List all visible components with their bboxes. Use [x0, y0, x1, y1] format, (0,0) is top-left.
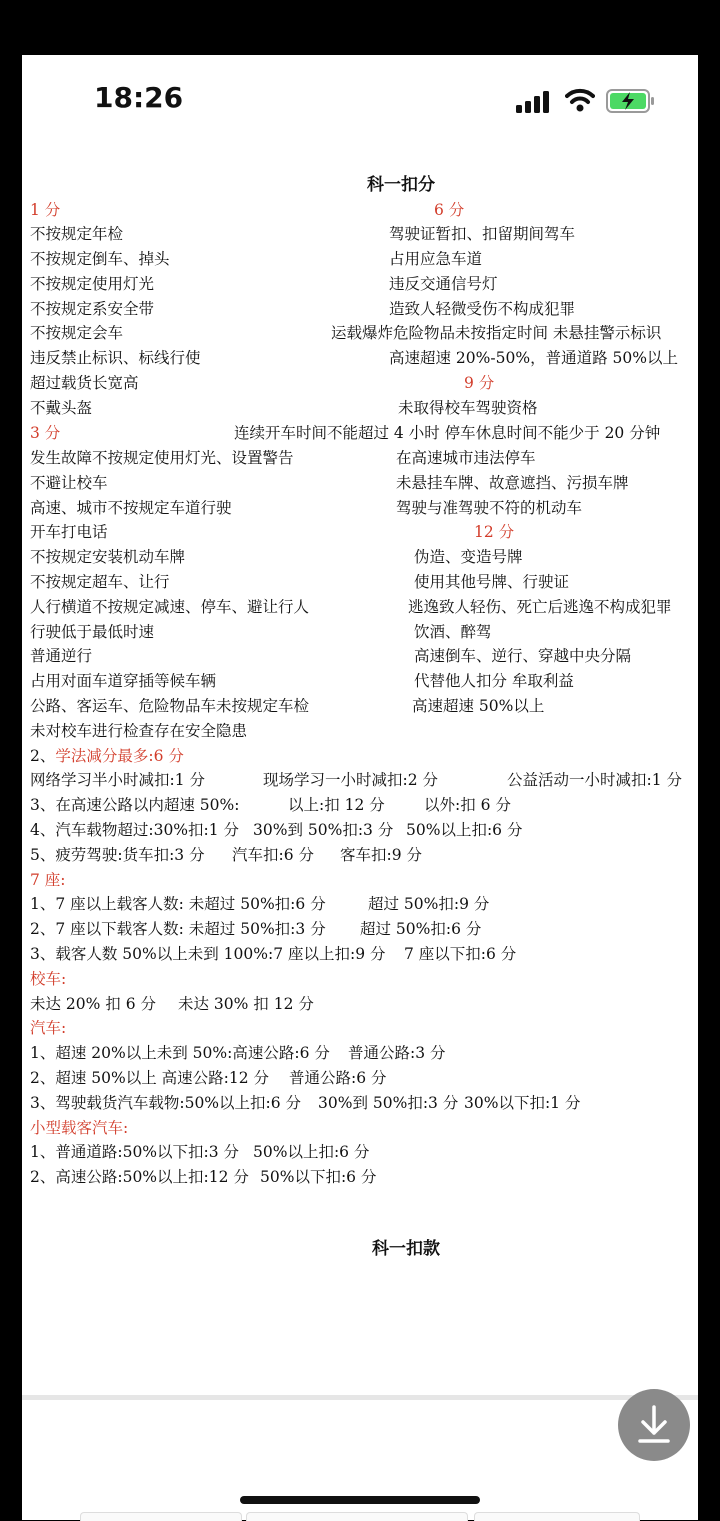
- list-item: 普通公路:6 分: [289, 1069, 387, 1087]
- list-item: 造致人轻微受伤不构成犯罪: [389, 300, 576, 318]
- list-item: 50%以上扣:6 分: [406, 821, 523, 839]
- list-item: 以上:扣 12 分: [288, 796, 385, 814]
- doc-title-penalty-points: 科一扣分: [367, 175, 435, 195]
- heading-1-point: 1 分: [30, 201, 61, 219]
- list-item: 开车打电话: [30, 523, 108, 541]
- list-item: 运载爆炸危险物品未按指定时间 未悬挂警示标识: [331, 324, 662, 342]
- phone-screen: [22, 55, 698, 1520]
- list-item: 3、驾驶载货汽车载物:50%以上扣:6 分: [30, 1094, 302, 1112]
- list-item: 饮酒、醉驾: [414, 623, 492, 641]
- list-item: 网络学习半小时减扣:1 分: [30, 771, 206, 789]
- list-item: 汽车扣:6 分: [232, 846, 315, 864]
- list-item: 普通公路:3 分: [348, 1044, 446, 1062]
- list-item: 高速、城市不按规定车道行驶: [30, 499, 232, 517]
- list-item: 逃逸致人轻伤、死亡后逃逸不构成犯罪: [408, 598, 672, 616]
- list-item: 高速倒车、逆行、穿越中央分隔: [414, 647, 632, 665]
- heading-small-passenger-car: 小型载客汽车:: [30, 1119, 129, 1137]
- heading-school-bus: 校车:: [30, 970, 67, 988]
- list-item: 使用其他号牌、行驶证: [414, 573, 570, 591]
- list-item: 人行横道不按规定减速、停车、避让行人: [30, 598, 310, 616]
- list-item: 30%到 50%扣:3 分: [253, 821, 394, 839]
- list-item: 30%以下扣:1 分: [464, 1094, 581, 1112]
- list-item: 发生故障不按规定使用灯光、设置警告: [30, 449, 294, 467]
- list-item: 1、7 座以上载客人数: 未超过 50%扣:6 分: [30, 895, 326, 913]
- wifi-icon: [565, 87, 595, 113]
- status-time: 18:26: [94, 81, 184, 114]
- status-bar: [22, 55, 698, 155]
- list-item: 占用应急车道: [389, 250, 483, 268]
- list-item: 超过 50%扣:6 分: [360, 920, 482, 938]
- list-item: 不戴头盔: [30, 399, 93, 417]
- list-item: 高速超速 50%以上: [412, 697, 545, 715]
- list-item: 占用对面车道穿插等候车辆: [30, 672, 217, 690]
- list-item: 公路、客运车、危险物品车未按规定车检: [30, 697, 310, 715]
- list-item: 驾驶与准驾驶不符的机动车: [396, 499, 583, 517]
- home-indicator[interactable]: [240, 1496, 480, 1504]
- list-item: 驾驶证暂扣、扣留期间驾车: [389, 225, 576, 243]
- list-item: 4、汽车载物超过:30%扣:1 分: [30, 821, 240, 839]
- list-item: 50%以上扣:6 分: [253, 1143, 370, 1161]
- list-item: 2、高速公路:50%以上扣:12 分: [30, 1168, 249, 1186]
- section-2-heading: [30, 746, 184, 766]
- list-item: 不按规定使用灯光: [30, 275, 155, 293]
- list-item: 超过载货长宽高: [30, 374, 139, 392]
- list-item: 未达 20% 扣 6 分: [30, 995, 157, 1013]
- heading-6-points: 6 分: [434, 201, 465, 219]
- download-arrow-icon: [618, 1389, 690, 1461]
- heading-7-seat: 7 座:: [30, 871, 66, 889]
- list-item: 1、超速 20%以上未到 50%:高速公路:6 分: [30, 1044, 330, 1062]
- list-item: 不按规定安装机动车牌: [30, 548, 186, 566]
- list-item: 高速超速 20%-50%，普通道路 50%以上: [389, 349, 678, 367]
- heading-9-points: 9 分: [464, 374, 495, 392]
- heading-12-points: 12 分: [474, 523, 515, 541]
- list-item: 违反交通信号灯: [389, 275, 498, 293]
- doc-title-fines: 科一扣款: [372, 1239, 440, 1259]
- list-item: 在高速城市违法停车: [396, 449, 536, 467]
- page-divider: [22, 1395, 698, 1400]
- list-item: 伪造、变造号牌: [414, 548, 523, 566]
- list-item: 连续开车时间不能超过 4 小时 停车休息时间不能少于 20 分钟: [234, 424, 661, 442]
- list-item: 50%以下扣:6 分: [260, 1168, 377, 1186]
- list-item: 违反禁止标识、标线行使: [30, 349, 201, 367]
- list-item: 2、超速 50%以上 高速公路:12 分: [30, 1069, 270, 1087]
- list-item: 现场学习一小时减扣:2 分: [263, 771, 439, 789]
- battery-charging-icon: [606, 89, 656, 113]
- cellular-signal-icon: [516, 91, 552, 113]
- list-item: 7 座以下扣:6 分: [404, 945, 517, 963]
- section-title: 学法减分最多:6 分: [55, 747, 184, 765]
- list-item: 不按规定系安全带: [30, 300, 155, 318]
- list-item: 不按规定年检: [30, 225, 124, 243]
- list-item: 未取得校车驾驶资格: [398, 399, 538, 417]
- list-item: 5、疲劳驾驶:货车扣:3 分: [30, 846, 205, 864]
- list-item: 客车扣:9 分: [340, 846, 423, 864]
- list-item: 超过 50%扣:9 分: [368, 895, 490, 913]
- list-item: 未对校车进行检查存在安全隐患: [30, 722, 248, 740]
- list-item: 1、普通道路:50%以下扣:3 分: [30, 1143, 240, 1161]
- list-item: 不按规定会车: [30, 324, 124, 342]
- list-item: 3、在高速公路以内超速 50%:: [30, 796, 240, 814]
- heading-3-points: 3 分: [30, 424, 61, 442]
- list-item: 30%到 50%扣:3 分: [318, 1094, 459, 1112]
- heading-car: 汽车:: [30, 1019, 67, 1037]
- list-item: 未悬挂车牌、故意遮挡、污损车牌: [396, 474, 629, 492]
- section-number: 2、: [30, 747, 56, 765]
- list-item: 公益活动一小时减扣:1 分: [507, 771, 683, 789]
- list-item: 行驶低于最低时速: [30, 623, 155, 641]
- list-item: 普通逆行: [30, 647, 93, 665]
- list-item: 不按规定超车、让行: [30, 573, 170, 591]
- list-item: 代替他人扣分 牟取利益: [414, 672, 574, 690]
- download-button[interactable]: [618, 1389, 690, 1461]
- list-item: 不避让校车: [30, 474, 108, 492]
- list-item: 不按规定倒车、掉头: [30, 250, 170, 268]
- list-item: 2、7 座以下载客人数: 未超过 50%扣:3 分: [30, 920, 326, 938]
- list-item: 以外:扣 6 分: [424, 796, 511, 814]
- list-item: 3、载客人数 50%以上未到 100%:7 座以上扣:9 分: [30, 945, 386, 963]
- list-item: 未达 30% 扣 12 分: [178, 995, 314, 1013]
